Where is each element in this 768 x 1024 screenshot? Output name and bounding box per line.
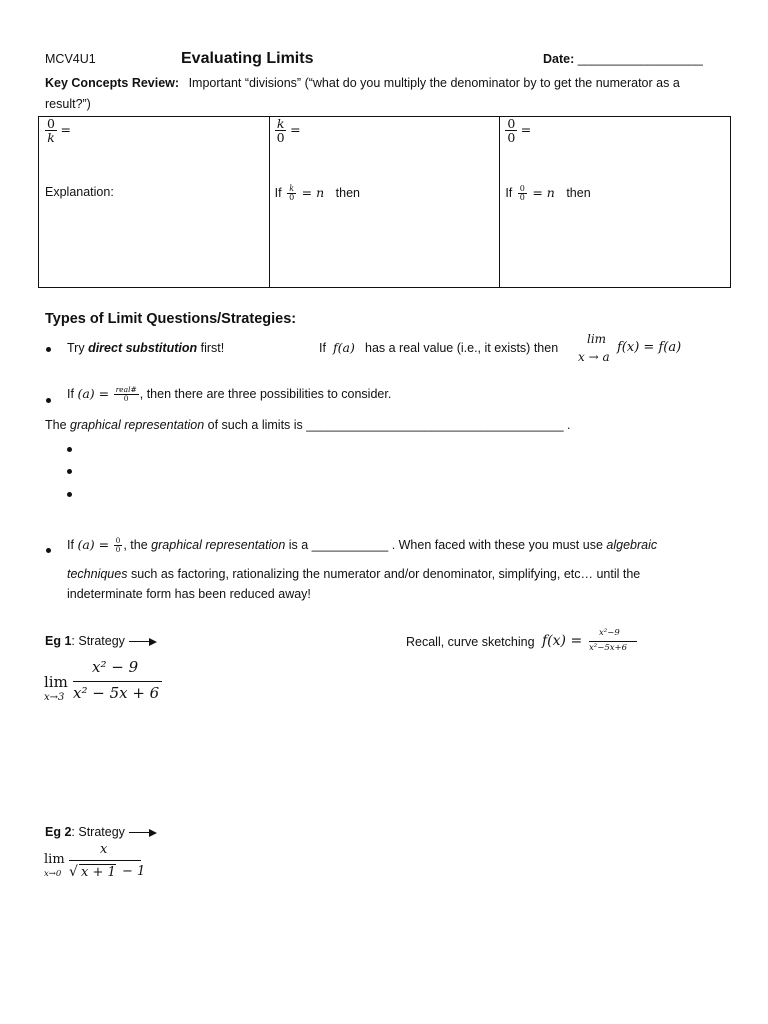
divisions-table	[38, 116, 731, 288]
fraction-bar	[69, 860, 141, 861]
bullet-dot	[46, 398, 51, 403]
bullet-dot	[46, 347, 51, 352]
fraction-zero-over-k: $\frac{0}{k}$	[47, 116, 55, 146]
example-1-label: Eg 1: Strategy	[45, 634, 157, 648]
key-concepts	[45, 76, 745, 90]
fraction-zero-over-zero: $\frac{0}{0}$	[507, 116, 516, 146]
fraction-k-over-zero: $\frac{k}{0}$	[276, 116, 285, 146]
direct-substitution-rule: If f(a) has a real value (i.e., it exists) then lim x → a f(x) = f(a)	[319, 332, 682, 364]
table-cell-zero-over-zero	[500, 117, 731, 288]
zero-over-zero-rule-cont: techniques such as factoring, rationalizing the numerator and/or denominator, simplifying, etc… until the	[67, 567, 641, 581]
graphical-representation-line: The graphical representation of such a limits is _____________________________________ .	[45, 418, 571, 432]
explanation-label: Explanation:	[45, 185, 114, 199]
sub-bullet-dot	[67, 469, 72, 474]
equals-sign: =	[290, 121, 301, 137]
direct-substitution-tip: Try direct substitution first!	[67, 341, 225, 355]
page-title: Evaluating Limits	[181, 50, 314, 67]
example-2-limit: lim x→0 x √ x + 1 − 1	[44, 842, 146, 880]
if-zero-over-zero-statement: If $\frac{0}{0}$ = n then	[505, 184, 591, 203]
table-cell-zero-over-k	[39, 117, 270, 288]
if-k-over-zero-statement: If $\frac{k}{0}$ = n then	[274, 184, 360, 203]
key-concepts-label: Key Concepts Review:	[45, 76, 180, 90]
arrow-right-icon	[129, 638, 157, 646]
zero-over-zero-rule-cont2: indeterminate form has been reduced away!	[67, 587, 311, 601]
arrow-right-icon	[129, 829, 157, 837]
course-code: MCV4U1	[45, 52, 96, 66]
zero-over-zero-rule: If (a) = $\frac{0}{0}$ , the graphical representation is a ___________ . When faced with these you must use algebraic	[67, 536, 658, 555]
equals-sign: =	[520, 121, 532, 137]
date-blank: __________________	[577, 52, 703, 66]
recall-curve-sketching: Recall, curve sketching f(x) = x²−9 x²−5x+6	[406, 628, 656, 662]
fraction-bar	[73, 681, 162, 682]
sqrt-icon: √	[69, 864, 78, 880]
date-label: Date:	[543, 52, 575, 66]
table-cell-k-over-zero	[269, 117, 500, 288]
real-over-zero-rule: If (a) = $\frac{\text{real\#}}{0}$ , then there are three possibilities to consider.	[67, 385, 392, 404]
sub-bullet-dot	[67, 447, 72, 452]
types-heading: Types of Limit Questions/Strategies:	[45, 311, 297, 327]
bullet-dot	[46, 548, 51, 553]
example-1-limit: lim x→3 x² − 9 x² − 5x + 6	[44, 657, 174, 705]
key-concepts-text: Important “divisions” (“what do you multiply the denominator by to get the numerator as a	[188, 76, 680, 90]
key-concepts-text-cont: result?”)	[45, 97, 91, 111]
sub-bullet-dot	[67, 492, 72, 497]
equals-sign: =	[60, 121, 71, 137]
date-row	[543, 52, 703, 66]
fraction-bar	[589, 641, 637, 642]
example-2-label: Eg 2: Strategy	[45, 825, 157, 839]
